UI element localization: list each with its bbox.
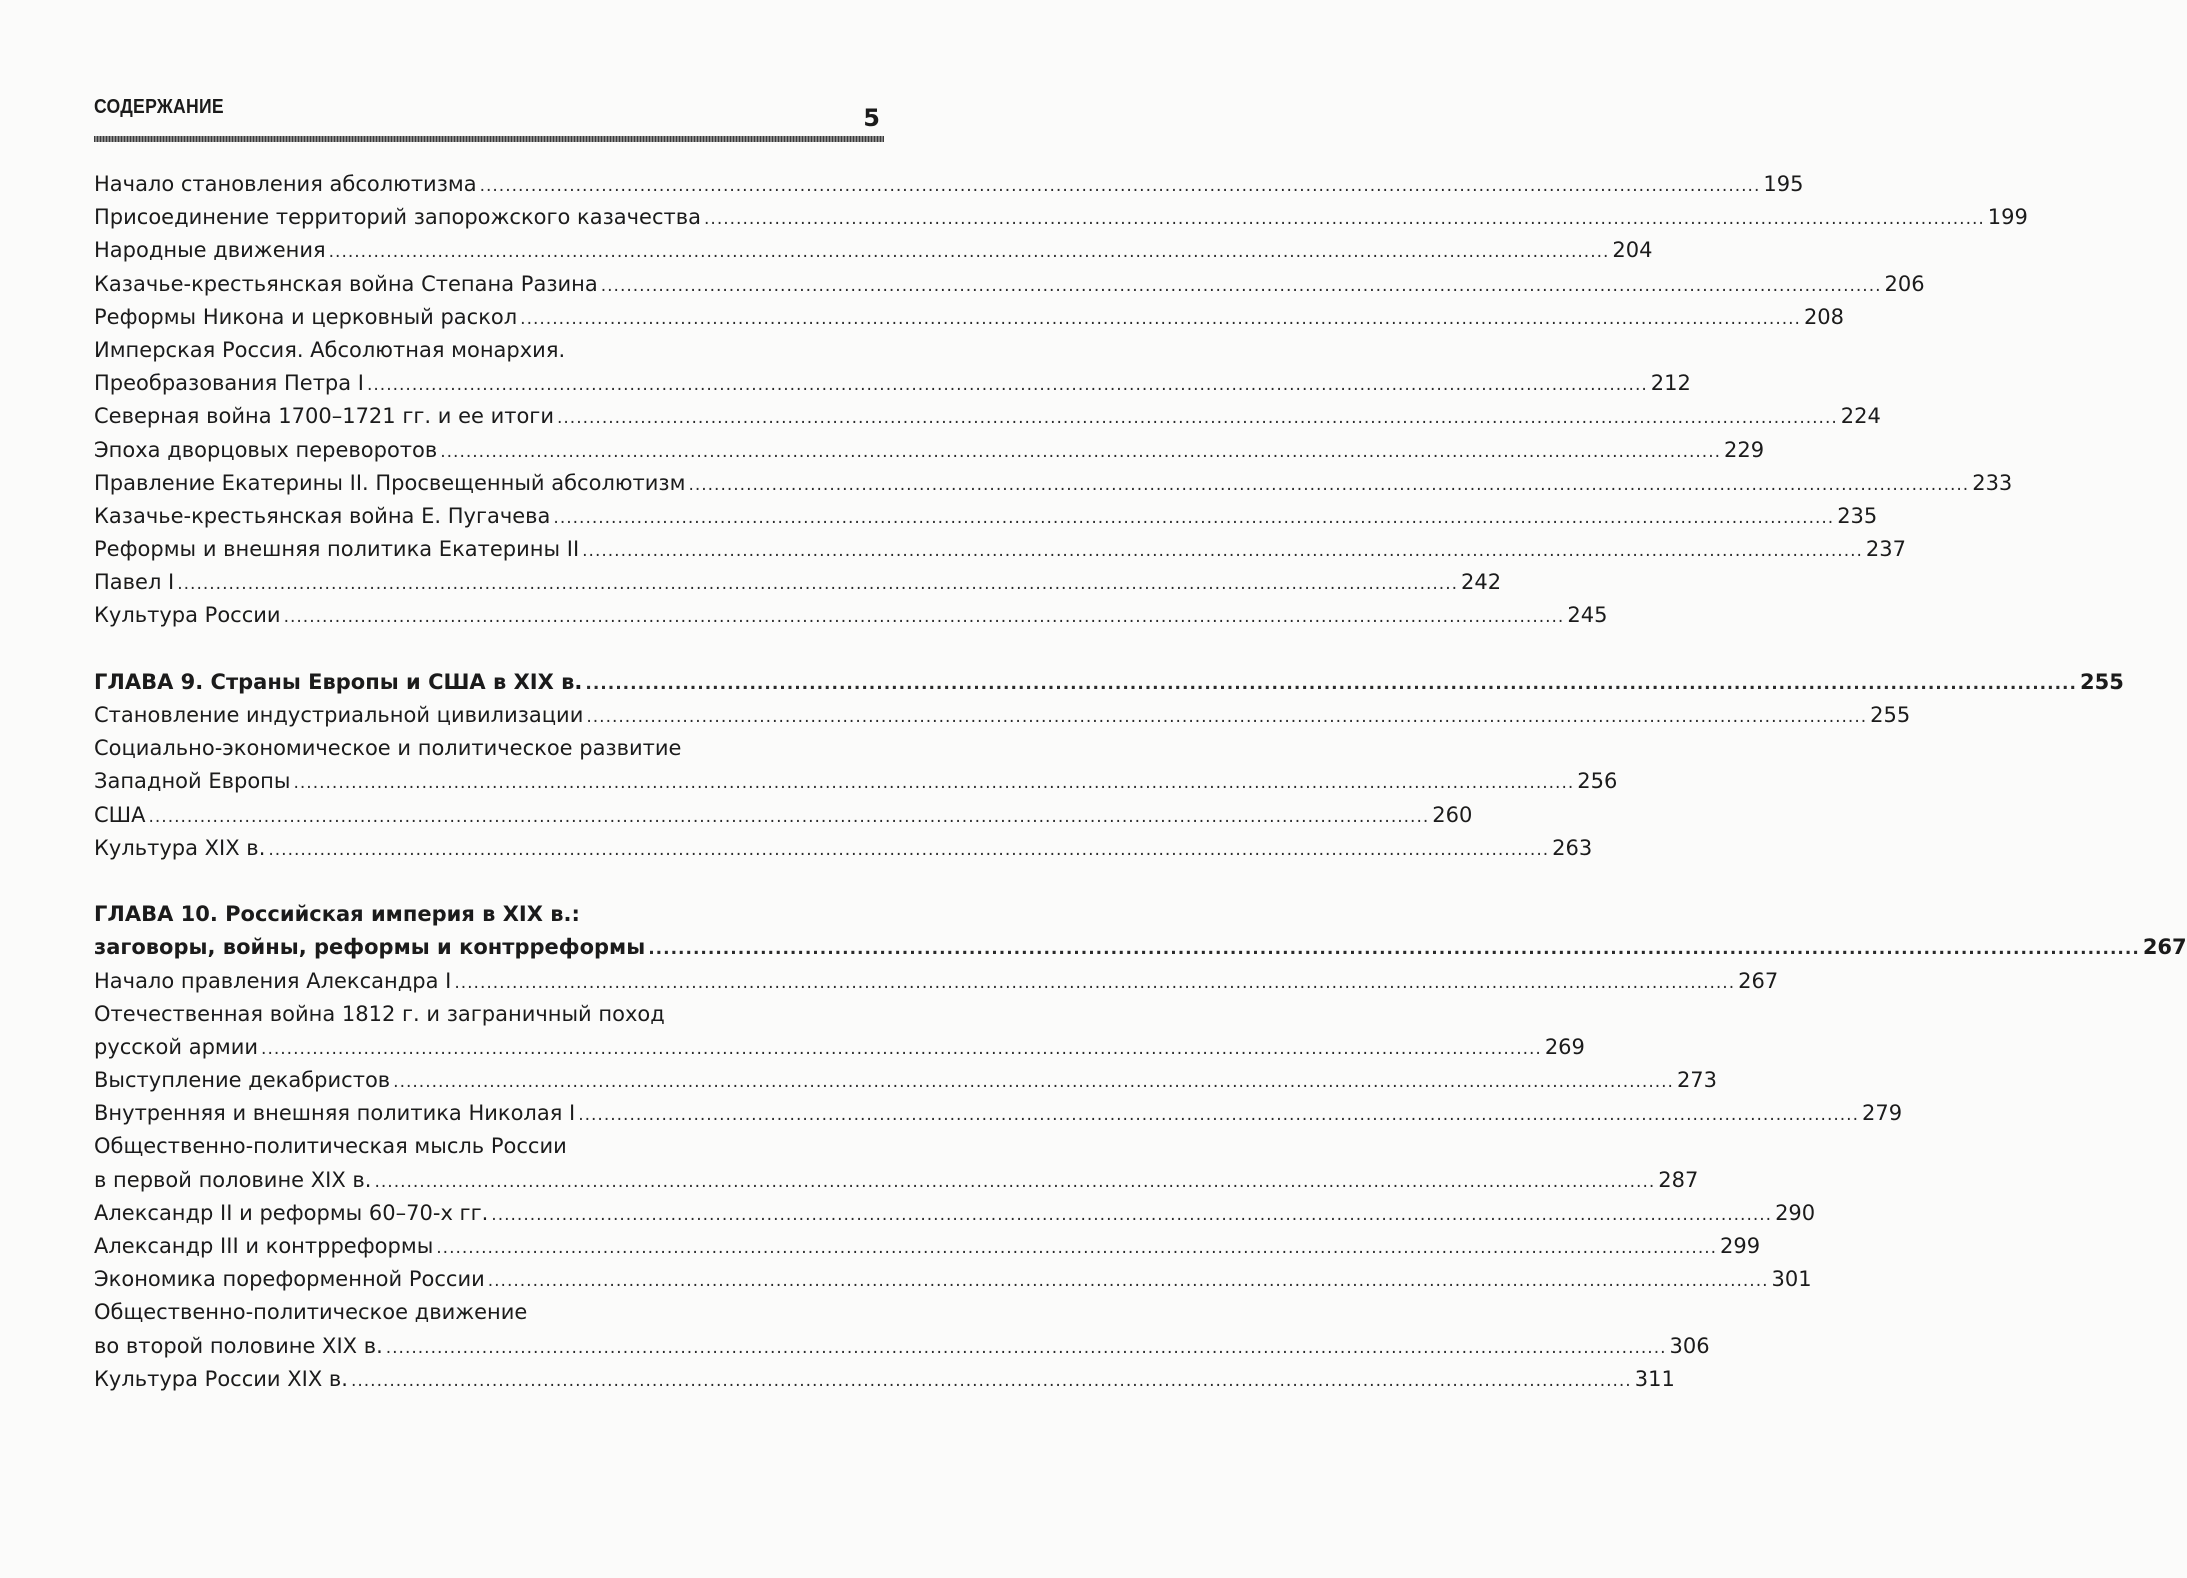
toc-entry-title: Выступление декабристов bbox=[94, 1068, 391, 1093]
dot-leader: ........................................................................................................................................................................................................ bbox=[582, 541, 1863, 562]
toc-page-number: 267 bbox=[2142, 935, 2187, 960]
dot-leader: ........................................................................................................................................................................................................ bbox=[293, 773, 1575, 794]
dot-leader: ........................................................................................................................................................................................................ bbox=[367, 375, 1648, 396]
toc-page-number: 290 bbox=[1775, 1200, 1816, 1225]
toc-entry-title: Экономика пореформенной России bbox=[94, 1267, 485, 1292]
toc-entry-title: Реформы Никона и церковный раскол bbox=[94, 304, 518, 329]
toc-page-number: 279 bbox=[1861, 1101, 1903, 1126]
dot-leader: ........................................................................................................................................................................................................ bbox=[557, 408, 1838, 429]
dot-leader: ........................................................................................................................................................................................................ bbox=[578, 1105, 1859, 1126]
toc-chapter-heading[interactable] bbox=[94, 666, 2124, 699]
toc-entry[interactable] bbox=[94, 201, 2028, 234]
toc-entry-title: Социально-экономическое и политическое развитие bbox=[94, 736, 682, 761]
toc-entry[interactable] bbox=[94, 234, 1653, 267]
toc-entry[interactable] bbox=[94, 400, 1881, 433]
toc-page-number: 229 bbox=[1724, 437, 1765, 462]
dot-leader: ........................................................................................................................................................................................................ bbox=[491, 1204, 1773, 1225]
toc-entry-title: Начало становления абсолютизма bbox=[94, 172, 477, 196]
toc-entry-title: ГЛАВА 9. Страны Европы и США в XIX в. bbox=[94, 669, 583, 694]
toc-page-number: 306 bbox=[1669, 1333, 1710, 1358]
toc-page-number: 255 bbox=[2079, 669, 2124, 694]
dot-leader: ........................................................................................................................................................................................................ bbox=[585, 673, 2077, 694]
toc-page-number: 212 bbox=[1650, 371, 1691, 396]
toc-entry-title: Народные движения bbox=[94, 238, 326, 263]
toc-entry-title: Культура России bbox=[94, 603, 281, 628]
dot-leader: ........................................................................................................................................................................................................ bbox=[350, 1370, 1632, 1391]
toc-entry-title: Александр II и реформы 60–70-х гг. bbox=[94, 1200, 489, 1225]
toc-entry-title: в первой половине XIX в. bbox=[94, 1167, 372, 1192]
toc-page-number: 311 bbox=[1634, 1366, 1675, 1391]
toc-entry-title: Отечественная война 1812 г. и заграничный поход bbox=[94, 1001, 665, 1026]
dot-leader: ........................................................................................................................................................................................................ bbox=[487, 1271, 1769, 1292]
dot-leader: ........................................................................................................................................................................................................ bbox=[283, 607, 1565, 628]
toc-entry[interactable] bbox=[94, 1064, 1718, 1097]
dot-leader: ........................................................................................................................................................................................................ bbox=[374, 1171, 1656, 1192]
toc-entry[interactable] bbox=[94, 301, 1845, 334]
dot-leader: ........................................................................................................................................................................................................ bbox=[268, 839, 1550, 860]
table-of-contents bbox=[94, 168, 2187, 1396]
page-header bbox=[94, 96, 880, 132]
toc-page-number: 233 bbox=[1972, 470, 2013, 495]
toc-entry[interactable] bbox=[94, 832, 1593, 865]
toc-page-number: 242 bbox=[1461, 570, 1502, 595]
toc-entry-title: Общественно-политическое движение bbox=[94, 1300, 528, 1325]
toc-entry[interactable] bbox=[94, 1097, 1903, 1130]
toc-entry[interactable] bbox=[94, 732, 878, 765]
toc-page-number: 301 bbox=[1771, 1267, 1812, 1292]
dot-leader: ........................................................................................................................................................................................................ bbox=[328, 242, 1610, 263]
toc-entry[interactable] bbox=[94, 965, 1779, 998]
toc-entry-title: ГЛАВА 10. Российская империя в XIX в.: bbox=[94, 902, 580, 927]
toc-entry-title: Западной Европы bbox=[94, 769, 291, 794]
toc-entry[interactable] bbox=[94, 1230, 1761, 1263]
dot-leader: ........................................................................................................................................................................................................ bbox=[385, 1337, 1667, 1358]
toc-page-number: 263 bbox=[1552, 835, 1593, 860]
toc-entry[interactable] bbox=[94, 500, 1878, 533]
toc-entry-title: США bbox=[94, 802, 146, 827]
dot-leader: ........................................................................................................................................................................................................ bbox=[393, 1072, 1674, 1093]
dot-leader: ........................................................................................................................................................................................................ bbox=[648, 939, 2140, 960]
toc-entry[interactable] bbox=[94, 268, 1925, 301]
toc-entry-title: Культура XIX в. bbox=[94, 835, 266, 860]
toc-page-number: 237 bbox=[1865, 537, 1906, 562]
toc-chapter-heading[interactable] bbox=[94, 898, 878, 931]
toc-entry-title: Павел I bbox=[94, 570, 175, 595]
toc-entry[interactable] bbox=[94, 367, 1691, 400]
toc-page-number: 224 bbox=[1840, 404, 1881, 429]
section-gap bbox=[94, 633, 878, 666]
toc-entry[interactable] bbox=[94, 998, 878, 1031]
dot-leader: ........................................................................................................................................................................................................ bbox=[553, 507, 1835, 528]
toc-entry-title: русской армии bbox=[94, 1034, 259, 1059]
toc-entry-title: Правление Екатерины II. Просвещенный абсолютизм bbox=[94, 470, 686, 495]
toc-entry[interactable] bbox=[94, 799, 1473, 832]
dot-leader: ........................................................................................................................................................................................................ bbox=[704, 209, 1985, 230]
toc-page-number: 208 bbox=[1803, 304, 1845, 329]
toc-page-number: 256 bbox=[1577, 769, 1618, 794]
toc-entry[interactable] bbox=[94, 1130, 878, 1163]
dot-leader: ........................................................................................................................................................................................................ bbox=[177, 574, 1459, 595]
toc-entry-title: Реформы и внешняя политика Екатерины II bbox=[94, 537, 580, 562]
toc-entry[interactable] bbox=[94, 467, 2013, 500]
toc-entry[interactable] bbox=[94, 434, 1765, 467]
toc-entry-title: Внутренняя и внешняя политика Николая I bbox=[94, 1101, 576, 1126]
toc-entry-title: Общественно-политическая мысль России bbox=[94, 1134, 567, 1159]
toc-page-number: 255 bbox=[1870, 703, 1911, 727]
toc-entry-title: Казачье-крестьянская война Степана Разина bbox=[94, 271, 598, 296]
dot-leader: ........................................................................................................................................................................................................ bbox=[600, 275, 1882, 296]
toc-page-number: 199 bbox=[1987, 205, 2028, 230]
toc-entry-title: Присоединение территорий запорожского казачества bbox=[94, 205, 702, 230]
toc-entry-title: во второй половине XIX в. bbox=[94, 1333, 383, 1358]
toc-page-number: 235 bbox=[1837, 503, 1878, 528]
dot-leader: ........................................................................................................................................................................................................ bbox=[586, 707, 1868, 727]
dot-leader: ........................................................................................................................................................................................................ bbox=[436, 1238, 1718, 1258]
toc-entry[interactable] bbox=[94, 1031, 1585, 1064]
toc-entry[interactable] bbox=[94, 599, 1608, 632]
dot-leader: ........................................................................................................................................................................................................ bbox=[440, 441, 1722, 462]
toc-entry-title: Александр III и контрреформы bbox=[94, 1234, 434, 1258]
toc-page-number: 260 bbox=[1432, 802, 1473, 827]
toc-page-number: 206 bbox=[1884, 271, 1925, 296]
toc-entry[interactable] bbox=[94, 1363, 1675, 1396]
section-gap bbox=[94, 865, 878, 898]
toc-page-number: 195 bbox=[1763, 172, 1804, 196]
toc-entry[interactable] bbox=[94, 765, 1618, 798]
running-head-title: СОДЕРЖАНИЕ bbox=[94, 96, 224, 118]
toc-page-number: 245 bbox=[1567, 603, 1608, 628]
toc-chapter-heading[interactable] bbox=[94, 931, 2187, 964]
toc-entry-title: Имперская Россия. Абсолютная монархия. bbox=[94, 337, 566, 362]
toc-page-number: 267 bbox=[1738, 968, 1779, 993]
toc-entry[interactable] bbox=[94, 699, 1911, 732]
dot-leader: ........................................................................................................................................................................................................ bbox=[520, 308, 1801, 329]
toc-entry-title: Начало правления Александра I bbox=[94, 968, 452, 993]
toc-entry[interactable] bbox=[94, 566, 1502, 599]
toc-entry-title: Эпоха дворцовых переворотов bbox=[94, 437, 438, 462]
toc-entry[interactable] bbox=[94, 1330, 1710, 1363]
toc-entry-title: Преобразования Петра I bbox=[94, 371, 364, 396]
dot-leader: ........................................................................................................................................................................................................ bbox=[261, 1038, 1542, 1059]
toc-page-number: 273 bbox=[1676, 1068, 1718, 1093]
toc-page-number: 269 bbox=[1544, 1034, 1585, 1059]
header-rule bbox=[94, 136, 884, 142]
toc-page-number: 287 bbox=[1658, 1167, 1699, 1192]
toc-entry-title: заговоры, войны, реформы и контрреформы bbox=[94, 935, 646, 960]
toc-entry[interactable] bbox=[94, 1197, 1816, 1230]
toc-entry-title: Культура России XIX в. bbox=[94, 1366, 348, 1391]
dot-leader: ........................................................................................................................................................................................................ bbox=[148, 806, 1430, 827]
toc-page-number: 299 bbox=[1720, 1234, 1761, 1258]
dot-leader: ........................................................................................................................................................................................................ bbox=[688, 474, 1970, 495]
toc-entry[interactable] bbox=[94, 533, 1906, 566]
toc-entry-title: Северная война 1700–1721 гг. и ее итоги bbox=[94, 404, 554, 429]
toc-entry[interactable] bbox=[94, 1164, 1699, 1197]
toc-entry[interactable] bbox=[94, 334, 878, 367]
toc-entry-title: Становление индустриальной цивилизации bbox=[94, 703, 584, 727]
toc-page-number: 204 bbox=[1612, 238, 1653, 263]
toc-entry[interactable] bbox=[94, 1263, 1812, 1296]
toc-entry[interactable] bbox=[94, 1296, 878, 1329]
page-number: 5 bbox=[863, 104, 880, 132]
dot-leader: ........................................................................................................................................................................................................ bbox=[454, 972, 1736, 993]
dot-leader: ........................................................................................................................................................................................................ bbox=[479, 176, 1761, 196]
toc-entry-title: Казачье-крестьянская война Е. Пугачева bbox=[94, 503, 551, 528]
toc-entry[interactable] bbox=[94, 168, 1804, 201]
